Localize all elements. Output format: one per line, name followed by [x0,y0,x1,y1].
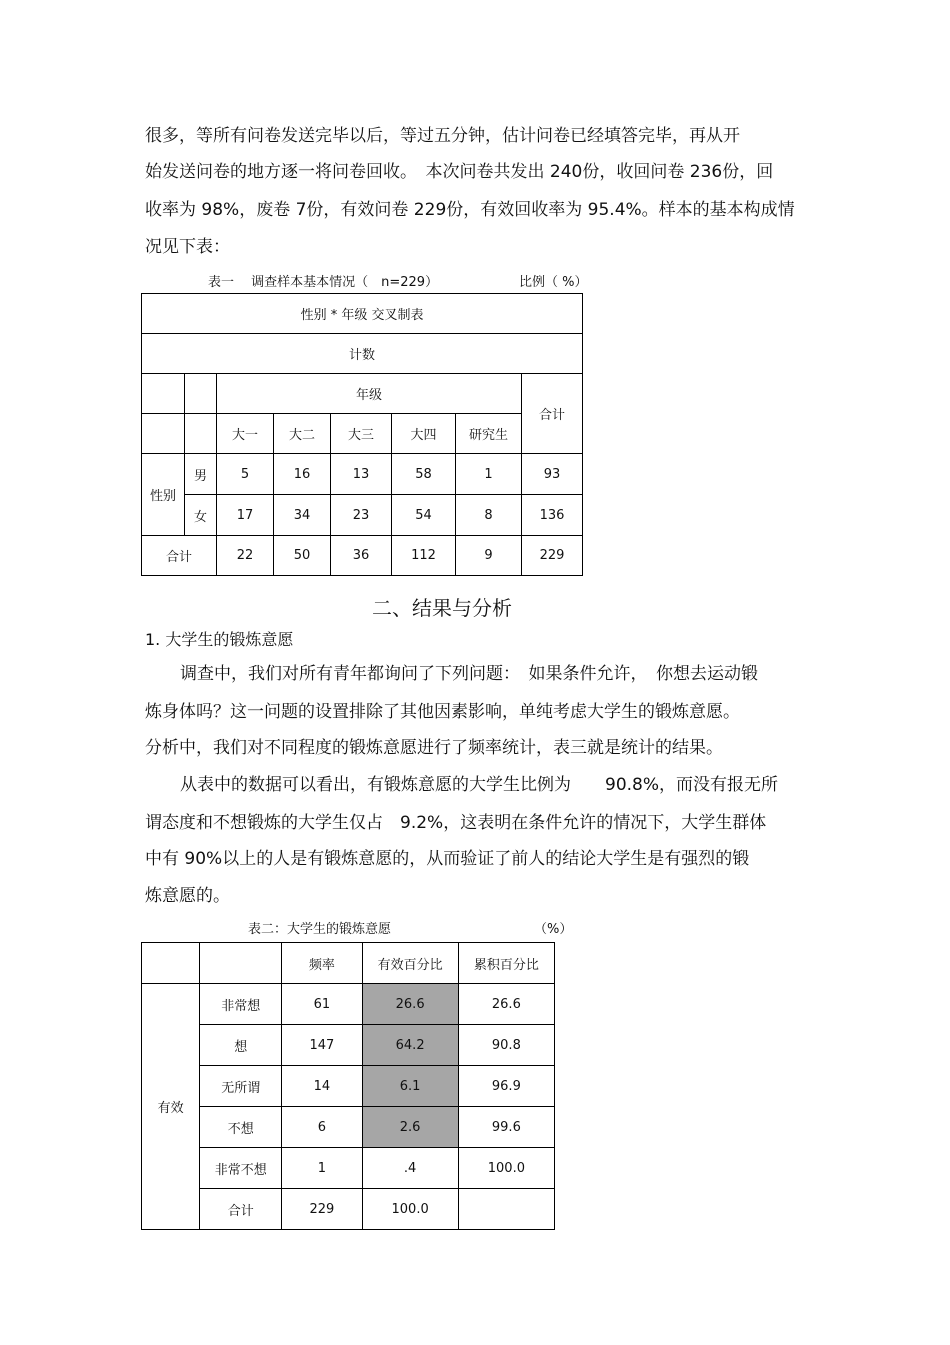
table-cell-highlighted: 26.6 [362,984,458,1025]
row-label: 男 [185,454,217,495]
paragraph-line: 炼身体吗？这一问题的设置排除了其他因素影响，单纯考虑大学生的锻炼意愿。 [145,702,740,722]
grade-column-header: 大一 [217,414,274,454]
paragraph-line: 中有 90%以上的人是有锻炼意愿的，从而验证了前人的结论大学生是有强烈的锻 [145,849,750,869]
table-cell: .4 [362,1148,458,1189]
table-cell: 16 [274,454,331,495]
table-cell: 58 [392,454,456,495]
paragraph-line: 谓态度和不想锻炼的大学生仅占 9.2%，这表明在条件允许的情况下，大学生群体 [145,813,767,833]
table-cell: 100.0 [458,1148,554,1189]
table1-subtitle: 计数 [142,334,583,374]
table-cell: 1 [456,454,522,495]
table-cell: 100.0 [362,1189,458,1230]
paragraph-line: 炼意愿的。 [145,886,230,906]
paragraph-line: 况见下表： [145,237,230,257]
table1-unit: 比例（ %） [519,275,588,290]
table1-title: 性别 * 年级 交叉制表 [142,294,583,334]
empty-cell [200,943,282,984]
empty-cell [142,943,200,984]
table2 [141,942,555,1230]
table2-caption: 表二：大学生的锻炼意愿 [248,922,392,937]
table-cell: 90.8 [458,1025,554,1066]
table-cell: 54 [392,495,456,536]
row-label: 非常想 [200,984,282,1025]
table-cell: 96.9 [458,1066,554,1107]
table-cell: 36 [331,536,392,576]
table-cell: 99.6 [458,1107,554,1148]
table-cell: 17 [217,495,274,536]
row-label: 女 [185,495,217,536]
table-cell: 229 [522,536,583,576]
section-title: 二、结果与分析 [372,596,512,620]
table2-unit: （%） [534,922,573,937]
empty-cell [185,414,217,454]
paragraph-line: 很多，等所有问卷发送完毕以后，等过五分钟，估计问卷已经填答完毕，再从开 [145,126,740,146]
paragraph-line: 调查中，我们对所有青年都询问了下列问题： 如果条件允许， 你想去运动锻 [180,664,758,684]
table-cell: 34 [274,495,331,536]
table-cell: 61 [282,984,362,1025]
table-cell-highlighted: 6.1 [362,1066,458,1107]
row-label: 无所谓 [200,1066,282,1107]
empty-cell [142,414,185,454]
paragraph-line: 从表中的数据可以看出，有锻炼意愿的大学生比例为 90.8%，而没有报无所 [180,775,779,795]
column-header: 累积百分比 [458,943,554,984]
table-cell-highlighted: 2.6 [362,1107,458,1148]
total-header: 合计 [522,374,583,454]
empty-cell [142,374,185,414]
row-label: 非常不想 [200,1148,282,1189]
group-label: 有效 [142,984,200,1230]
row-label: 想 [200,1025,282,1066]
empty-cell [185,374,217,414]
table-cell: 9 [456,536,522,576]
table1 [141,293,583,576]
table-cell: 8 [456,495,522,536]
grade-header: 年级 [217,374,522,414]
table-cell: 112 [392,536,456,576]
table-cell: 23 [331,495,392,536]
grade-column-header: 大四 [392,414,456,454]
table-cell: 147 [282,1025,362,1066]
table-cell-highlighted: 64.2 [362,1025,458,1066]
table1-caption: 表一 调查样本基本情况（ n=229） [208,275,439,290]
table-cell: 26.6 [458,984,554,1025]
column-header: 有效百分比 [362,943,458,984]
grade-column-header: 大二 [274,414,331,454]
subsection-title: 1. 大学生的锻炼意愿 [145,630,294,649]
table-cell: 13 [331,454,392,495]
row-label: 不想 [200,1107,282,1148]
table-cell [458,1189,554,1230]
paragraph-line: 收率为 98%，废卷 7份，有效问卷 229份，有效回收率为 95.4%。样本的基本构成情 [145,200,795,220]
paragraph-line: 始发送问卷的地方逐一将问卷回收。 本次问卷共发出 240份，收回问卷 236份，回 [145,162,774,182]
table-cell: 93 [522,454,583,495]
grade-column-header: 研究生 [456,414,522,454]
table-cell: 14 [282,1066,362,1107]
table-cell: 5 [217,454,274,495]
paragraph-line: 分析中，我们对不同程度的锻炼意愿进行了频率统计，表三就是统计的结果。 [145,738,723,758]
grade-column-header: 大三 [331,414,392,454]
table-cell: 6 [282,1107,362,1148]
total-row-label: 合计 [142,536,217,576]
column-header: 频率 [282,943,362,984]
table-cell: 22 [217,536,274,576]
table-cell: 50 [274,536,331,576]
table-cell: 1 [282,1148,362,1189]
gender-label: 性别 [142,454,185,536]
table-cell: 229 [282,1189,362,1230]
table-cell: 136 [522,495,583,536]
row-label: 合计 [200,1189,282,1230]
